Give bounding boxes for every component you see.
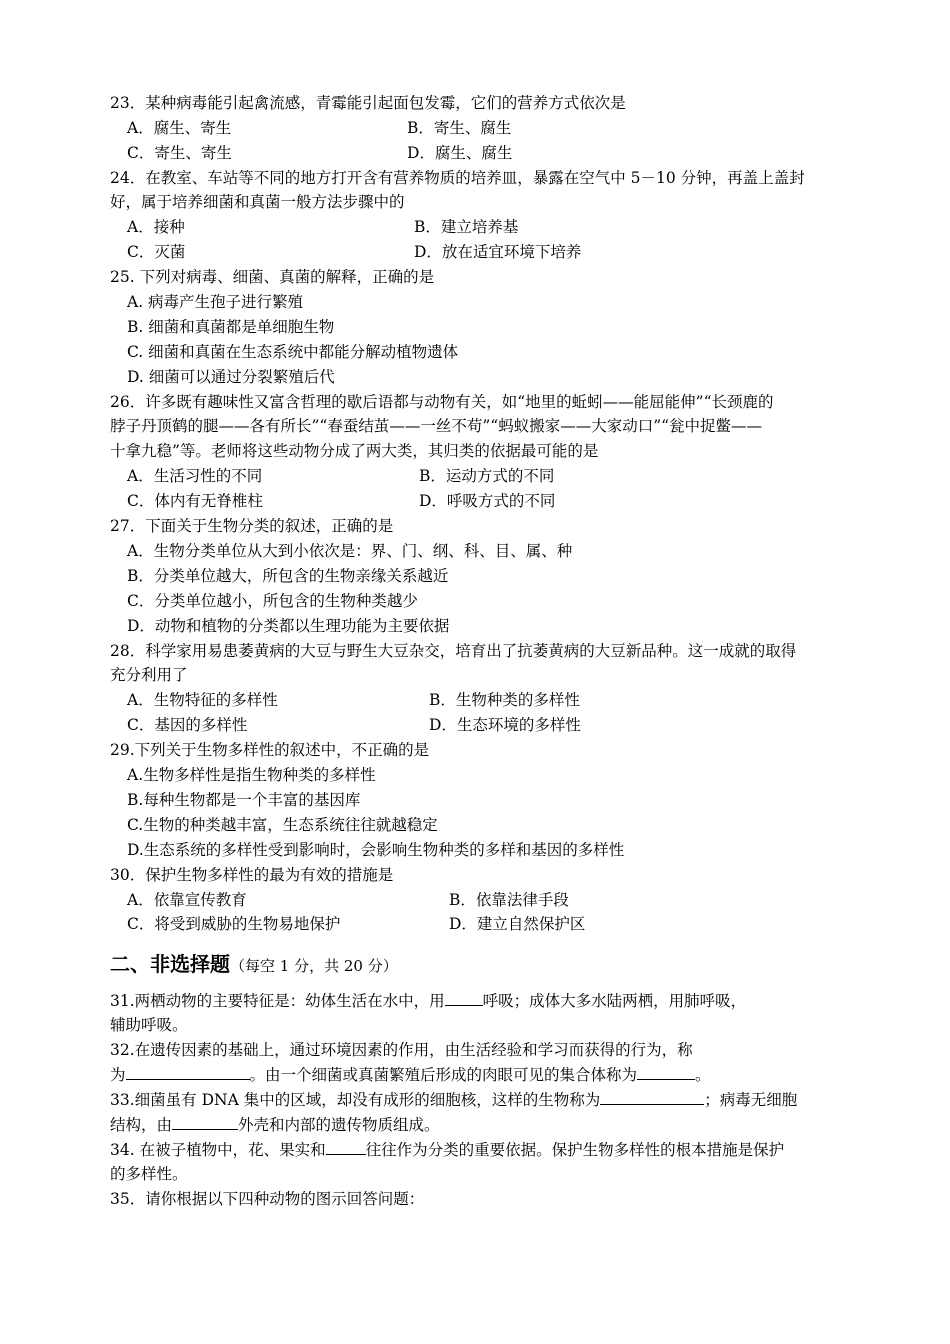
q25-option-c: C. 细菌和真菌在生态系统中都能分解动植物遗体	[127, 343, 459, 361]
q34-line2: 的多样性。	[110, 1165, 188, 1183]
q31-line1	[110, 989, 746, 1013]
section-2-scoring-note: （每空 1 分，共 20 分）	[230, 957, 398, 975]
q34-line1	[110, 1138, 784, 1162]
q23-stem: 23．某种病毒能引起禽流感，青霉能引起面包发霉，它们的营养方式依次是	[110, 94, 626, 112]
q26-stem-line3: 十拿九稳”等。老师将这些动物分成了两大类，其归类的依据最可能的是	[110, 442, 599, 460]
q23-option-a: A．腐生、寄生	[127, 119, 232, 137]
q35-stem: 35．请你根据以下四种动物的图示回答问题：	[110, 1190, 425, 1208]
q28-options-row1	[127, 689, 580, 713]
q26-stem-line2: 脖子丹顶鹤的腿——各有所长”“春蚕结茧——一丝不苟”“蚂蚁搬家——大家动口”“瓮中捉鳖——	[110, 417, 763, 435]
q34-text-2: 往往作为分类的重要依据。保护生物多样性的根本措施是保护	[365, 1141, 785, 1159]
q30-option-a: A．依靠宣传教育	[127, 891, 247, 909]
q30-options-row2	[127, 913, 586, 937]
q29-option-b: B.每种生物都是一个丰富的基因库	[127, 791, 361, 809]
q30-options-row1	[127, 889, 569, 913]
q26-option-b: B．运动方式的不同	[419, 467, 555, 485]
q31-text-2: 呼吸；成体大多水陆两栖，用肺呼吸，	[482, 992, 747, 1010]
q28-option-b: B．生物种类的多样性	[429, 691, 580, 709]
q24-option-d: D．放在适宜环境下培养	[414, 243, 582, 261]
q33-line1	[110, 1088, 797, 1112]
q33-line2	[110, 1113, 440, 1137]
q24-option-c: C．灭菌	[127, 243, 186, 261]
q32-text-2: 。由一个细菌或真菌繁殖后形成的肉眼可见的集合体称为	[249, 1066, 638, 1084]
q24-stem-line2: 好，属于培养细菌和真菌一般方法步骤中的	[110, 193, 405, 211]
q33-text-4: 外壳和内部的遗传物质组成。	[238, 1116, 440, 1134]
q30-option-d: D．建立自然保护区	[449, 915, 586, 933]
q29-option-a: A.生物多样性是指生物种类的多样性	[127, 766, 376, 784]
q34-text-1: 34. 在被子植物中，花、果实和	[110, 1141, 326, 1159]
q25-option-b: B. 细菌和真菌都是单细胞生物	[127, 318, 335, 336]
q28-option-d: D．生态环境的多样性	[429, 716, 581, 734]
q27-option-c: C．分类单位越小，所包含的生物种类越少	[127, 592, 418, 610]
q26-options-row1	[127, 465, 555, 489]
q32-text-3: 。	[695, 1066, 711, 1084]
q28-stem-line2: 充分利用了	[110, 666, 188, 684]
q33-text-3: 结构，由	[110, 1116, 173, 1134]
q31-text-1: 31.两栖动物的主要特征是：幼体生活在水中，用	[110, 992, 445, 1010]
q23-options-row2	[127, 142, 513, 166]
q30-stem: 30．保护生物多样性的最为有效的措施是	[110, 866, 394, 884]
q24-stem-line1: 24．在教室、车站等不同的地方打开含有营养物质的培养皿，暴露在空气中 5－10 分钟，再盖上盖封	[110, 169, 805, 187]
q33-text-2: ；病毒无细胞	[704, 1091, 798, 1109]
q24-option-a: A．接种	[127, 218, 185, 236]
q33-blank-2[interactable]	[172, 1113, 238, 1130]
q30-option-b: B．依靠法律手段	[449, 891, 569, 909]
q26-option-a: A．生活习性的不同	[127, 467, 263, 485]
q24-options-row1	[127, 216, 519, 240]
q34-blank-1[interactable]	[326, 1138, 366, 1155]
q26-options-row2	[127, 490, 556, 514]
q27-stem: 27．下面关于生物分类的叙述，正确的是	[110, 517, 394, 535]
q27-option-a: A．生物分类单位从大到小依次是：界、门、纲、科、目、属、种	[127, 542, 573, 560]
q23-option-d: D．腐生、腐生	[407, 144, 513, 162]
q23-option-c: C．寄生、寄生	[127, 144, 232, 162]
q32-line1: 32.在遗传因素的基础上，通过环境因素的作用，由生活经验和学习而获得的行为，称	[110, 1041, 693, 1059]
q24-option-b: B．建立培养基	[414, 218, 519, 236]
q28-stem-line1: 28．科学家用易患萎黄病的大豆与野生大豆杂交，培育出了抗萎黄病的大豆新品种。这一成就的取得	[110, 642, 797, 660]
q33-text-1: 33.细菌虽有 DNA 集中的区域，却没有成形的细胞核，这样的生物称为	[110, 1091, 601, 1109]
q25-option-a: A. 病毒产生孢子进行繁殖	[127, 293, 304, 311]
q32-blank-1[interactable]	[126, 1063, 250, 1080]
q24-options-row2	[127, 241, 582, 265]
q23-option-b: B．寄生、腐生	[407, 119, 512, 137]
q27-option-b: B．分类单位越大，所包含的生物亲缘关系越近	[127, 567, 449, 585]
section-2-heading	[110, 950, 398, 980]
q29-option-c: C.生物的种类越丰富，生态系统往往就越稳定	[127, 816, 438, 834]
q32-blank-2[interactable]	[637, 1063, 695, 1080]
q25-option-d: D. 细菌可以通过分裂繁殖后代	[127, 368, 335, 386]
q23-options-row1	[127, 117, 512, 141]
q29-option-d: D.生态系统的多样性受到影响时，会影响生物种类的多样和基因的多样性	[127, 841, 625, 859]
q26-stem-line1: 26．许多既有趣味性又富含哲理的歇后语都与动物有关，如“地里的蚯蚓——能屈能伸”“长颈鹿的	[110, 393, 774, 411]
q32-line2	[110, 1063, 711, 1087]
section-2-title: 二、非选择题	[110, 952, 230, 976]
q31-line2: 辅助呼吸。	[110, 1016, 188, 1034]
q28-option-c: C．基因的多样性	[127, 716, 248, 734]
q26-option-c: C．体内有无脊椎柱	[127, 492, 263, 510]
q31-blank-1[interactable]	[445, 989, 483, 1006]
q33-blank-1[interactable]	[600, 1088, 704, 1105]
q27-option-d: D．动物和植物的分类都以生理功能为主要依据	[127, 617, 450, 635]
q28-option-a: A．生物特征的多样性	[127, 691, 278, 709]
q32-text-1: 为	[110, 1066, 126, 1084]
q26-option-d: D．呼吸方式的不同	[419, 492, 556, 510]
q30-option-c: C．将受到威胁的生物易地保护	[127, 915, 341, 933]
q25-stem: 25. 下列对病毒、细菌、真菌的解释，正确的是	[110, 268, 435, 286]
q29-stem: 29.下列关于生物多样性的叙述中，不正确的是	[110, 741, 430, 759]
q28-options-row2	[127, 714, 581, 738]
